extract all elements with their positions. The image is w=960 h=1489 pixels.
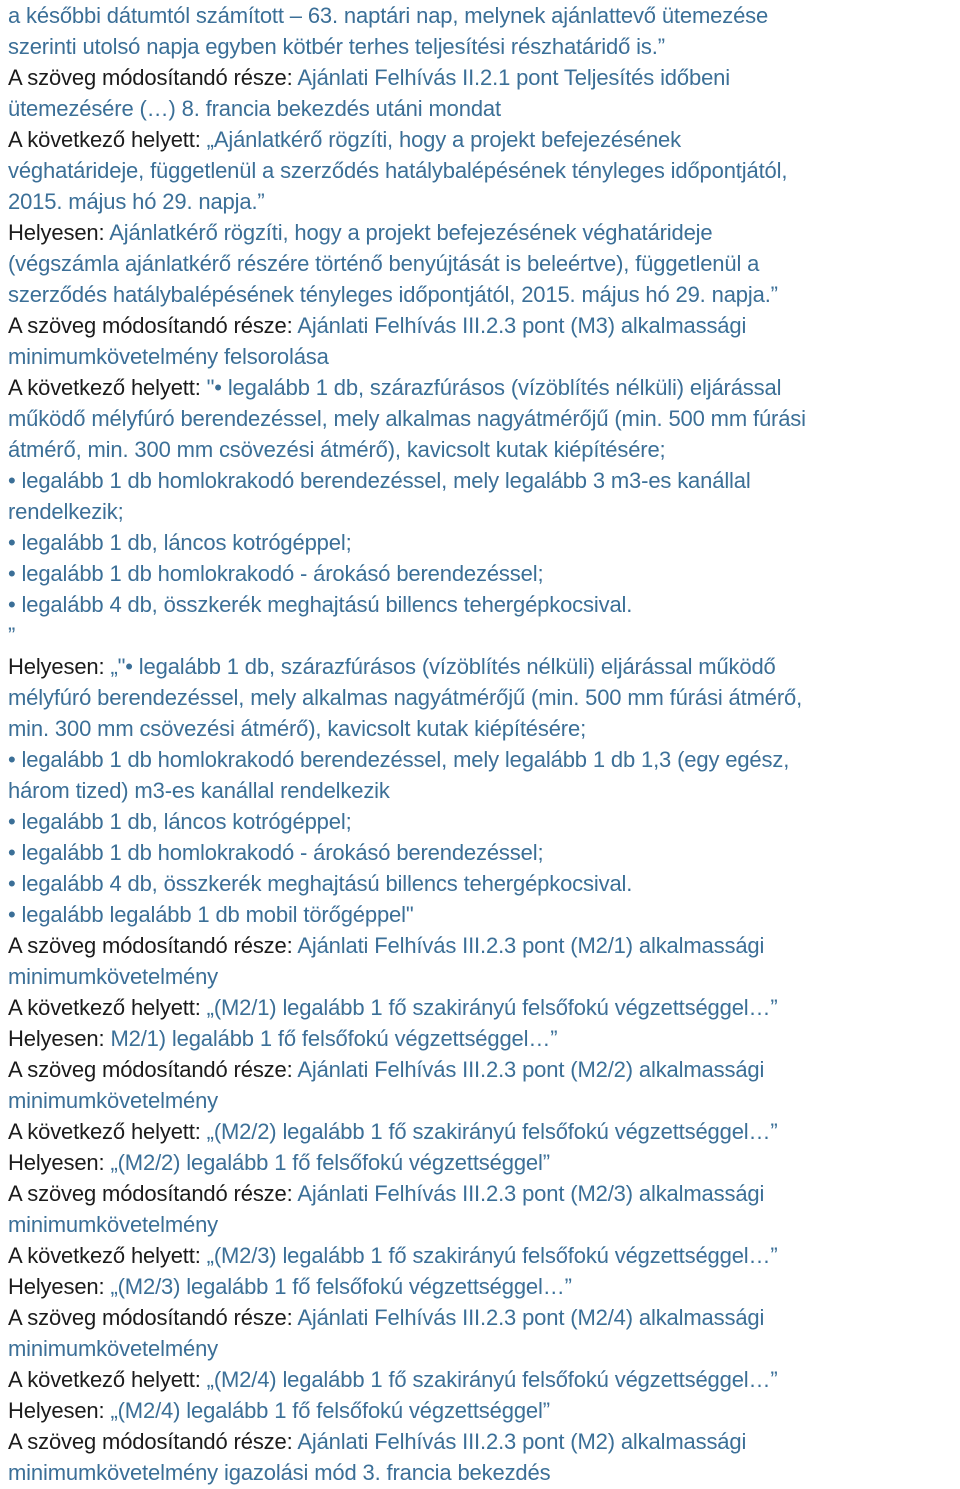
field-label: Helyesen: — [8, 654, 111, 679]
body-text: "• legalább 1 db, szárazfúrásos (vízöblítés nélküli) eljárással — [206, 375, 782, 400]
document-line — [8, 1085, 954, 1116]
body-text: • legalább legalább 1 db mobil törőgéppel" — [8, 902, 414, 927]
document-line — [8, 527, 954, 558]
document-line — [8, 1395, 954, 1426]
body-text: „Ajánlatkérő rögzíti, hogy a projekt befejezésének — [206, 127, 681, 152]
field-label: A szöveg módosítandó része: — [8, 313, 298, 338]
document-line — [8, 651, 954, 682]
body-text: • legalább 1 db, láncos kotrógéppel; — [8, 809, 352, 834]
document-line — [8, 1302, 954, 1333]
body-text: M2/1) legalább 1 fő felsőfokú végzettséggel…” — [110, 1026, 558, 1051]
field-label: A következő helyett: — [8, 1243, 207, 1268]
body-text: három tized) m3-es kanállal rendelkezik — [8, 778, 390, 803]
body-text: • legalább 1 db homlokrakodó berendezéssel, mely legalább 1 db 1,3 (egy egész, — [8, 747, 790, 772]
body-text: • legalább 1 db homlokrakodó berendezéssel, mely legalább 3 m3-es kanállal — [8, 468, 751, 493]
body-text: (végszámla ajánlatkérő részére történő benyújtását is beleértve), függetlenül a — [8, 251, 760, 276]
document-line — [8, 806, 954, 837]
body-text: minimumkövetelmény felsorolása — [8, 344, 329, 369]
document-line — [8, 868, 954, 899]
document-line — [8, 279, 954, 310]
document-line — [8, 93, 954, 124]
field-label: Helyesen: — [8, 1026, 111, 1051]
body-text: • legalább 4 db, összkerék meghajtású billencs tehergépkocsival. — [8, 871, 633, 896]
document-line — [8, 744, 954, 775]
document-line — [8, 434, 954, 465]
body-text: „(M2/1) legalább 1 fő szakirányú felsőfokú végzettséggel…” — [206, 995, 778, 1020]
document-line — [8, 899, 954, 930]
field-label: Helyesen: — [8, 1274, 111, 1299]
document-line — [8, 775, 954, 806]
body-text: véghatárideje, függetlenül a szerződés hatálybalépésének tényleges időpontjától, — [8, 158, 788, 183]
document-line — [8, 372, 954, 403]
body-text: „(M2/2) legalább 1 fő szakirányú felsőfokú végzettséggel…” — [206, 1119, 778, 1144]
document-line — [8, 0, 954, 31]
document-line — [8, 992, 954, 1023]
body-text: minimumkövetelmény — [8, 964, 219, 989]
document-line — [8, 310, 954, 341]
document-line — [8, 589, 954, 620]
body-text: 2015. május hó 29. napja.” — [8, 189, 265, 214]
field-label: A következő helyett: — [8, 1367, 207, 1392]
document-line — [8, 713, 954, 744]
field-label: A következő helyett: — [8, 995, 207, 1020]
document-line — [8, 248, 954, 279]
field-label: Helyesen: — [8, 1150, 111, 1175]
body-text: • legalább 1 db, láncos kotrógéppel; — [8, 530, 352, 555]
field-label: A következő helyett: — [8, 375, 207, 400]
document-line — [8, 1457, 954, 1488]
body-text: működő mélyfúró berendezéssel, mely alkalmas nagyátmérőjű (min. 500 mm fúrási — [8, 406, 806, 431]
body-text: ütemezésére (…) 8. francia bekezdés utáni mondat — [8, 96, 501, 121]
field-label: A szöveg módosítandó része: — [8, 1057, 298, 1082]
field-label: A szöveg módosítandó része: — [8, 933, 298, 958]
document-line — [8, 186, 954, 217]
body-text: a későbbi dátumtól számított – 63. naptári nap, melynek ajánlattevő ütemezése — [8, 3, 769, 28]
body-text: • legalább 4 db, összkerék meghajtású billencs tehergépkocsival. — [8, 592, 633, 617]
document-line — [8, 1271, 954, 1302]
document-line — [8, 620, 954, 651]
document-line — [8, 837, 954, 868]
document-line — [8, 62, 954, 93]
body-text: minimumkövetelmény — [8, 1212, 219, 1237]
document-line — [8, 1023, 954, 1054]
field-label: A szöveg módosítandó része: — [8, 65, 298, 90]
document-line — [8, 341, 954, 372]
document-line — [8, 1240, 954, 1271]
document-line — [8, 124, 954, 155]
document-line — [8, 31, 954, 62]
body-text: ” — [8, 623, 16, 648]
document-line — [8, 1209, 954, 1240]
document-line — [8, 682, 954, 713]
body-text: „(M2/3) legalább 1 fő felsőfokú végzettséggel…” — [110, 1274, 572, 1299]
body-text: • legalább 1 db homlokrakodó - árokásó berendezéssel; — [8, 561, 544, 586]
field-label: A következő helyett: — [8, 127, 207, 152]
body-text: szerződés hatálybalépésének tényleges időpontjától, 2015. május hó 29. napja.” — [8, 282, 778, 307]
document-line — [8, 1178, 954, 1209]
body-text: Ajánlati Felhívás III.2.3 pont (M2/2) alkalmassági — [297, 1057, 765, 1082]
document-line — [8, 1426, 954, 1457]
body-text: „(M2/4) legalább 1 fő felsőfokú végzettséggel” — [110, 1398, 550, 1423]
body-text: Ajánlati Felhívás III.2.3 pont (M2) alkalmassági — [297, 1429, 747, 1454]
document-line — [8, 496, 954, 527]
document-line — [8, 1333, 954, 1364]
document-line — [8, 1054, 954, 1085]
body-text: minimumkövetelmény — [8, 1088, 219, 1113]
field-label: A szöveg módosítandó része: — [8, 1305, 298, 1330]
document-line — [8, 217, 954, 248]
field-label: Helyesen: — [8, 220, 110, 245]
document-line — [8, 930, 954, 961]
body-text: „(M2/4) legalább 1 fő szakirányú felsőfokú végzettséggel…” — [206, 1367, 778, 1392]
document-line — [8, 403, 954, 434]
document-line — [8, 1364, 954, 1395]
field-label: A következő helyett: — [8, 1119, 207, 1144]
document-line — [8, 155, 954, 186]
field-label: Helyesen: — [8, 1398, 111, 1423]
body-text: „(M2/3) legalább 1 fő szakirányú felsőfokú végzettséggel…” — [206, 1243, 778, 1268]
body-text: szerinti utolsó napja egyben kötbér terhes teljesítési részhatáridő is.” — [8, 34, 665, 59]
body-text: Ajánlati Felhívás III.2.3 pont (M2/3) alkalmassági — [297, 1181, 765, 1206]
body-text: „(M2/2) legalább 1 fő felsőfokú végzettséggel” — [110, 1150, 550, 1175]
body-text: Ajánlati Felhívás II.2.1 pont Teljesítés időbeni — [297, 65, 730, 90]
body-text: „"• legalább 1 db, szárazfúrásos (vízöblítés nélküli) eljárással működő — [110, 654, 776, 679]
document-line — [8, 558, 954, 589]
body-text: Ajánlatkérő rögzíti, hogy a projekt befejezésének véghatárideje — [109, 220, 713, 245]
body-text: Ajánlati Felhívás III.2.3 pont (M2/4) alkalmassági — [297, 1305, 765, 1330]
body-text: Ajánlati Felhívás III.2.3 pont (M3) alkalmassági — [297, 313, 747, 338]
body-text: minimumkövetelmény — [8, 1336, 219, 1361]
document-line — [8, 1116, 954, 1147]
body-text: minimumkövetelmény igazolási mód 3. francia bekezdés — [8, 1460, 551, 1485]
body-text: min. 300 mm csövezési átmérő), kavicsolt kutak kiépítésére; — [8, 716, 587, 741]
body-text: • legalább 1 db homlokrakodó - árokásó berendezéssel; — [8, 840, 544, 865]
body-text: átmérő, min. 300 mm csövezési átmérő), kavicsolt kutak kiépítésére; — [8, 437, 666, 462]
body-text: mélyfúró berendezéssel, mely alkalmas nagyátmérőjű (min. 500 mm fúrási átmérő, — [8, 685, 803, 710]
document-line — [8, 1147, 954, 1178]
document-line — [8, 465, 954, 496]
body-text: rendelkezik; — [8, 499, 124, 524]
document-line — [8, 961, 954, 992]
body-text: Ajánlati Felhívás III.2.3 pont (M2/1) alkalmassági — [297, 933, 765, 958]
field-label: A szöveg módosítandó része: — [8, 1429, 298, 1454]
field-label: A szöveg módosítandó része: — [8, 1181, 298, 1206]
